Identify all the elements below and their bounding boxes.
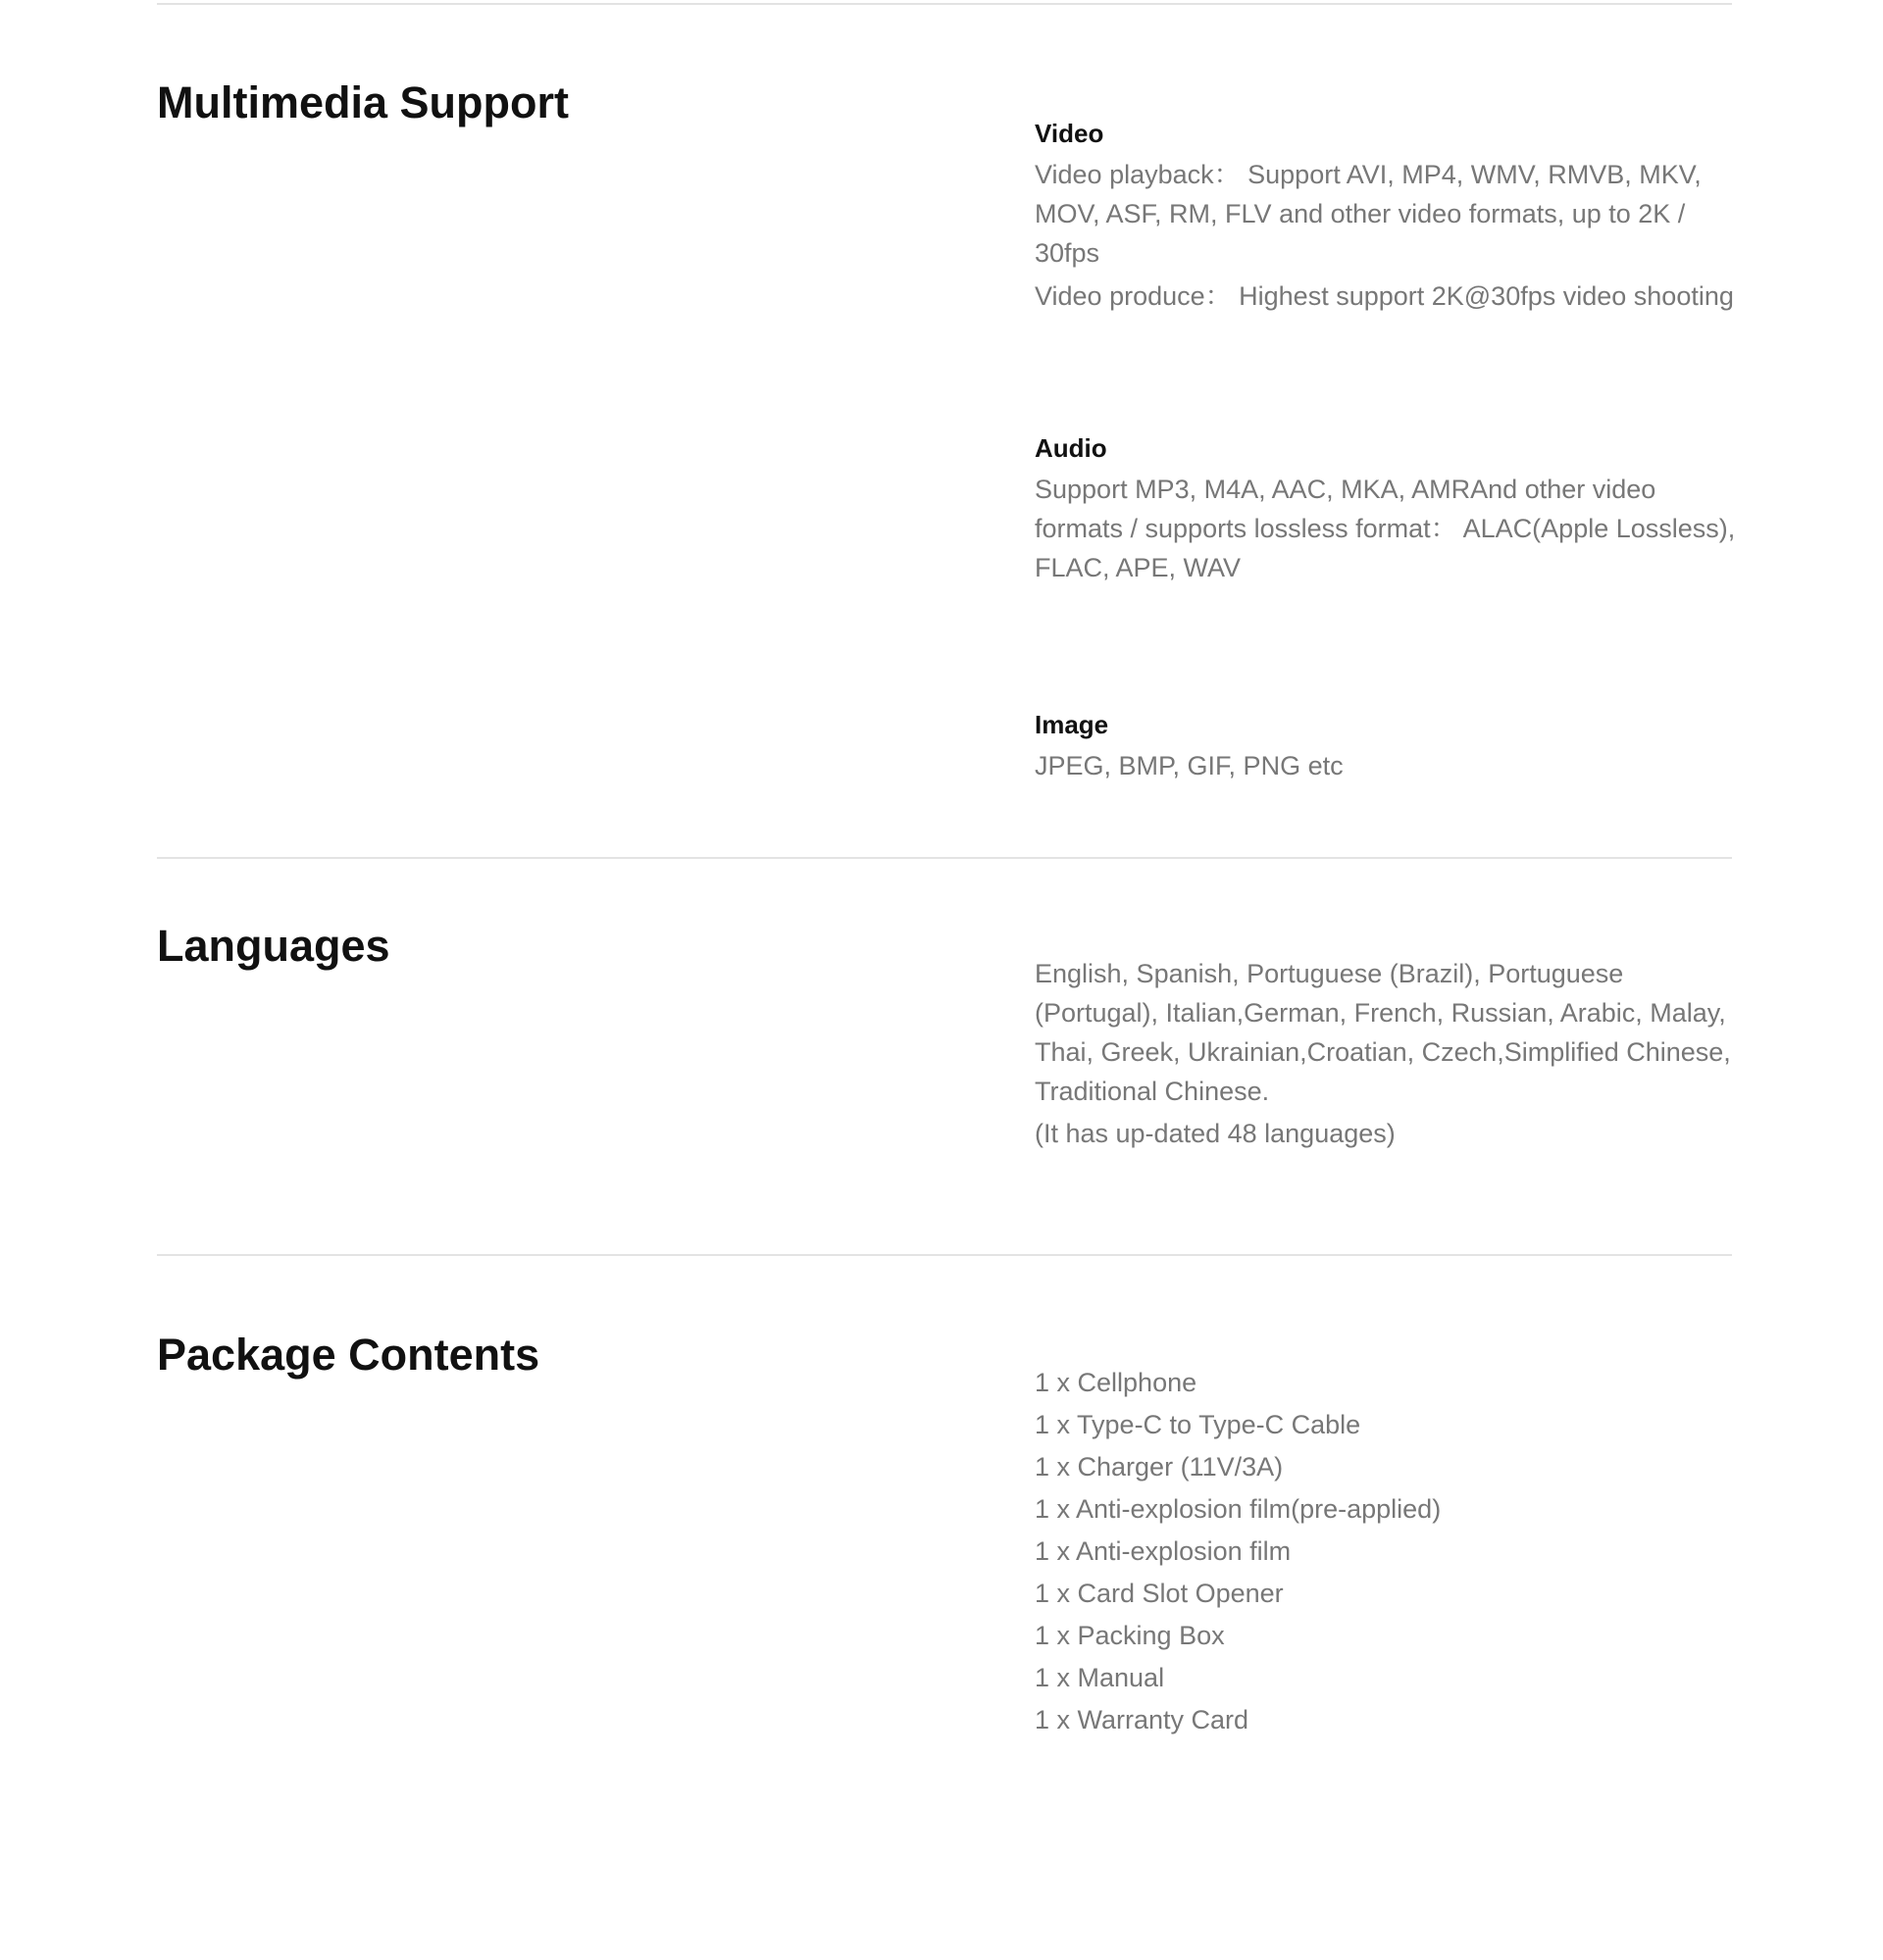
image-label: Image (1035, 710, 1109, 739)
package-contents-title: Package Contents (157, 1330, 540, 1380)
languages-title: Languages (157, 921, 390, 971)
list-item: 1 x Manual (1035, 1663, 1165, 1692)
image-formats-text: JPEG, BMP, GIF, PNG etc (1035, 751, 1344, 781)
list-item: 1 x Charger (11V/3A) (1035, 1452, 1284, 1482)
list-item: 1 x Warranty Card (1035, 1705, 1249, 1734)
package-contents-block (1035, 1362, 1741, 1741)
top-divider (157, 3, 1732, 5)
video-spec-block (1035, 116, 1741, 316)
package-contents-list (1035, 1362, 1741, 1741)
section-divider (157, 1254, 1732, 1256)
languages-list-text: English, Spanish, Portuguese (Brazil), Portuguese (Portugal), Italian,German, French, Russian, Arabic, Malay, Thai, Greek, Ukrainian,Croatian, Czech,Simplified Chinese, Traditional Chinese. (1035, 959, 1731, 1106)
languages-count-note: (It has up-dated 48 languages) (1035, 1119, 1396, 1148)
audio-spec-block (1035, 430, 1741, 587)
list-item: 1 x Card Slot Opener (1035, 1579, 1284, 1608)
image-spec-block (1035, 707, 1741, 785)
list-item: 1 x Cellphone (1035, 1368, 1197, 1397)
audio-label: Audio (1035, 433, 1107, 463)
list-item: 1 x Anti-explosion film (1035, 1536, 1292, 1566)
video-label: Video (1035, 119, 1104, 148)
list-item: 1 x Type-C to Type-C Cable (1035, 1410, 1361, 1439)
video-produce-text: Video produce： Highest support 2K@30fps video shooting (1035, 281, 1734, 312)
languages-block (1035, 954, 1741, 1153)
list-item: 1 x Anti-explosion film(pre-applied) (1035, 1494, 1442, 1524)
video-playback-text: Video playback： Support AVI, MP4, WMV, RMVB, MKV, MOV, ASF, RM, FLV and other video formats, up to 2K / 30fps (1035, 160, 1702, 269)
audio-formats-text: Support MP3, M4A, AAC, MKA, AMRAnd other video formats / supports lossless format： ALAC(Apple Lossless), FLAC, APE, WAV (1035, 475, 1736, 583)
multimedia-support-title: Multimedia Support (157, 77, 569, 127)
section-divider (157, 857, 1732, 859)
list-item: 1 x Packing Box (1035, 1621, 1225, 1650)
